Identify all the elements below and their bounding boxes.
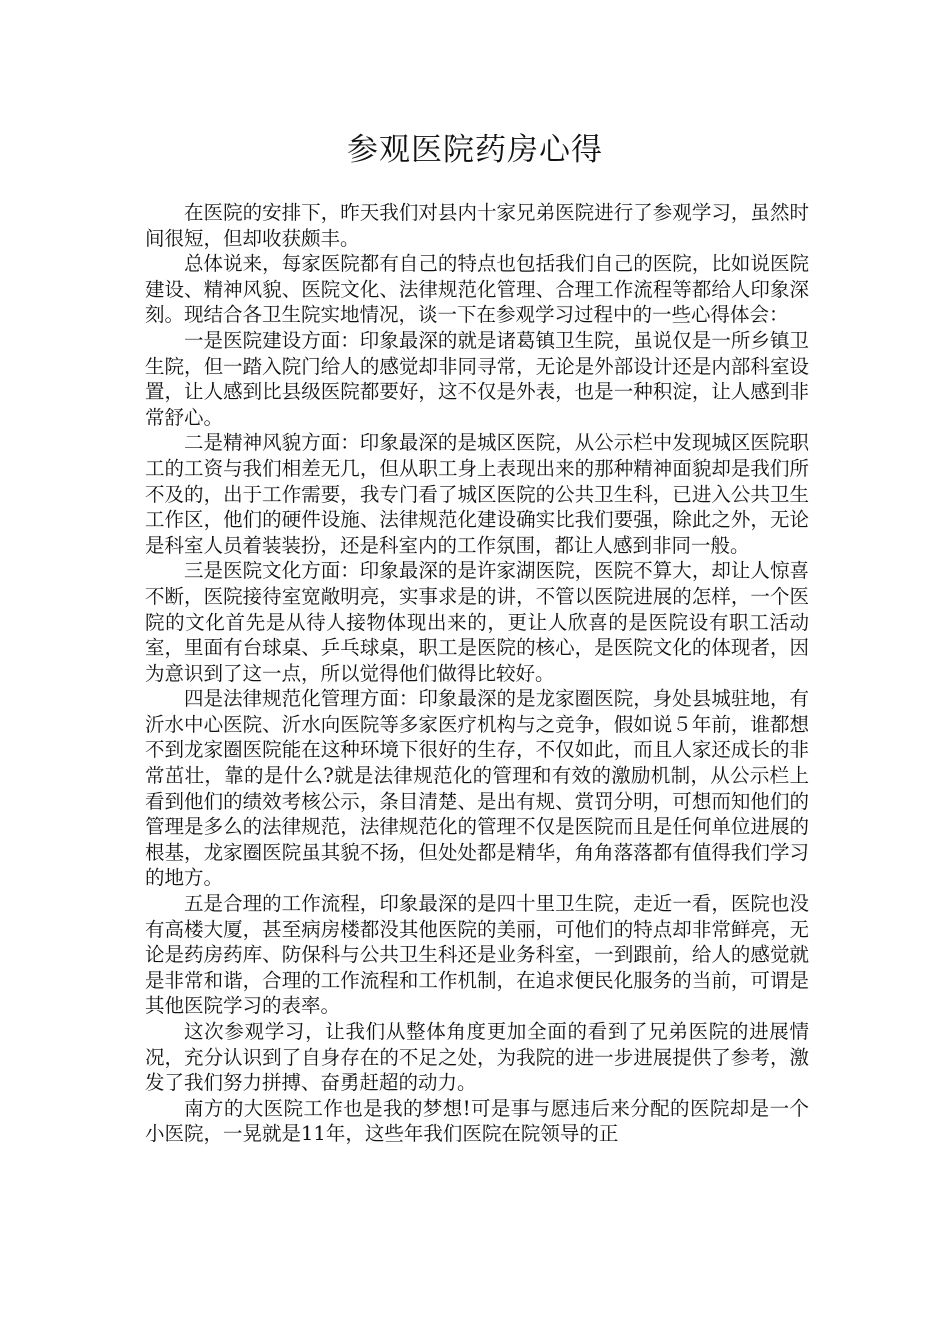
paragraph-overview: 总体说来，每家医院都有自己的特点也包括我们自己的医院，比如说医院建设、精神风貌、医院文化、法律规范化管理、合理工作流程等都给人印象深刻。现结合各卫生院实地情况，谈一下在参观学习过程中的一些心得体会： (145, 252, 809, 327)
paragraph-hospital-construction: 一是医院建设方面：印象最深的就是诸葛镇卫生院，虽说仅是一所乡镇卫生院，但一踏入院门给人的感觉却非同寻常，无论是外部设计还是内部科室设置，让人感到比县级医院都要好，这不仅是外表，也是一种积淀，让人感到非常舒心。 (145, 328, 809, 429)
paragraph-intro: 在医院的安排下，昨天我们对县内十家兄弟医院进行了参观学习，虽然时间很短，但却收获颇丰。 (145, 201, 809, 250)
paragraph-spirit: 二是精神风貌方面：印象最深的是城区医院，从公示栏中发现城区医院职工的工资与我们相差无几，但从职工身上表现出来的那种精神面貌却是我们所不及的，出于工作需要，我专门看了城区医院的公共卫生科，已进入公共卫生工作区，他们的硬件设施、法律规范化建设确实比我们要强，除此之外，无论是科室人员着装装扮，还是科室内的工作氛围，都让人感到非同一般。 (145, 431, 809, 557)
paragraph-legal-management: 四是法律规范化管理方面：印象最深的是龙家圈医院，身处县城驻地，有沂水中心医院、沂水向医院等多家医疗机构与之竞争，假如说５年前，谁都想不到龙家圈医院能在这种环境下很好的生存，不仅如此，而且人家还成长的非常茁壮，靠的是什么?就是法律规范化的管理和有效的激励机制，从公示栏上看到他们的绩效考核公示，条目清楚、是出有规、赏罚分明，可想而知他们的管理是多么的法律规范，法律规范化的管理不仅是医院而且是任何单位进展的根基，龙家圈医院虽其貌不扬，但处处都是精华，角角落落都有值得我们学习的地方。 (145, 687, 809, 890)
paragraph-culture: 三是医院文化方面：印象最深的是许家湖医院，医院不算大，却让人惊喜不断，医院接待室宽敞明亮，实事求是的讲，不管以医院进展的怎样，一个医院的文化首先是从待人接物体现出来的，更让人欣喜的是医院设有职工活动室，里面有台球桌、乒乓球桌，职工是医院的核心，是医院文化的体现者，因为意识到了这一点，所以觉得他们做得比较好。 (145, 559, 809, 685)
document-body (145, 200, 809, 1147)
paragraph-dream: 南方的大医院工作也是我的梦想!可是事与愿违后来分配的医院却是一个小医院，一晃就是11年，这些年我们医院在院领导的正 (145, 1096, 809, 1146)
paragraph-summary: 这次参观学习，让我们从整体角度更加全面的看到了兄弟医院的进展情况，充分认识到了自身存在的不足之处，为我院的进一步进展提供了参考，激发了我们努力拼搏、奋勇赶超的动力。 (145, 1020, 809, 1095)
paragraph-workflow: 五是合理的工作流程，印象最深的是四十里卫生院，走近一看，医院也没有高楼大厦，甚至病房楼都没其他医院的美丽，可他们的特点却非常鲜亮，无论是药房药库、防保科与公共卫生科还是业务科室，一到跟前，给人的感觉就是非常和谐，合理的工作流程和工作机制，在追求便民化服务的当前，可谓是其他医院学习的表率。 (145, 892, 809, 1018)
document-title: 参观医院药房心得 (347, 132, 603, 168)
